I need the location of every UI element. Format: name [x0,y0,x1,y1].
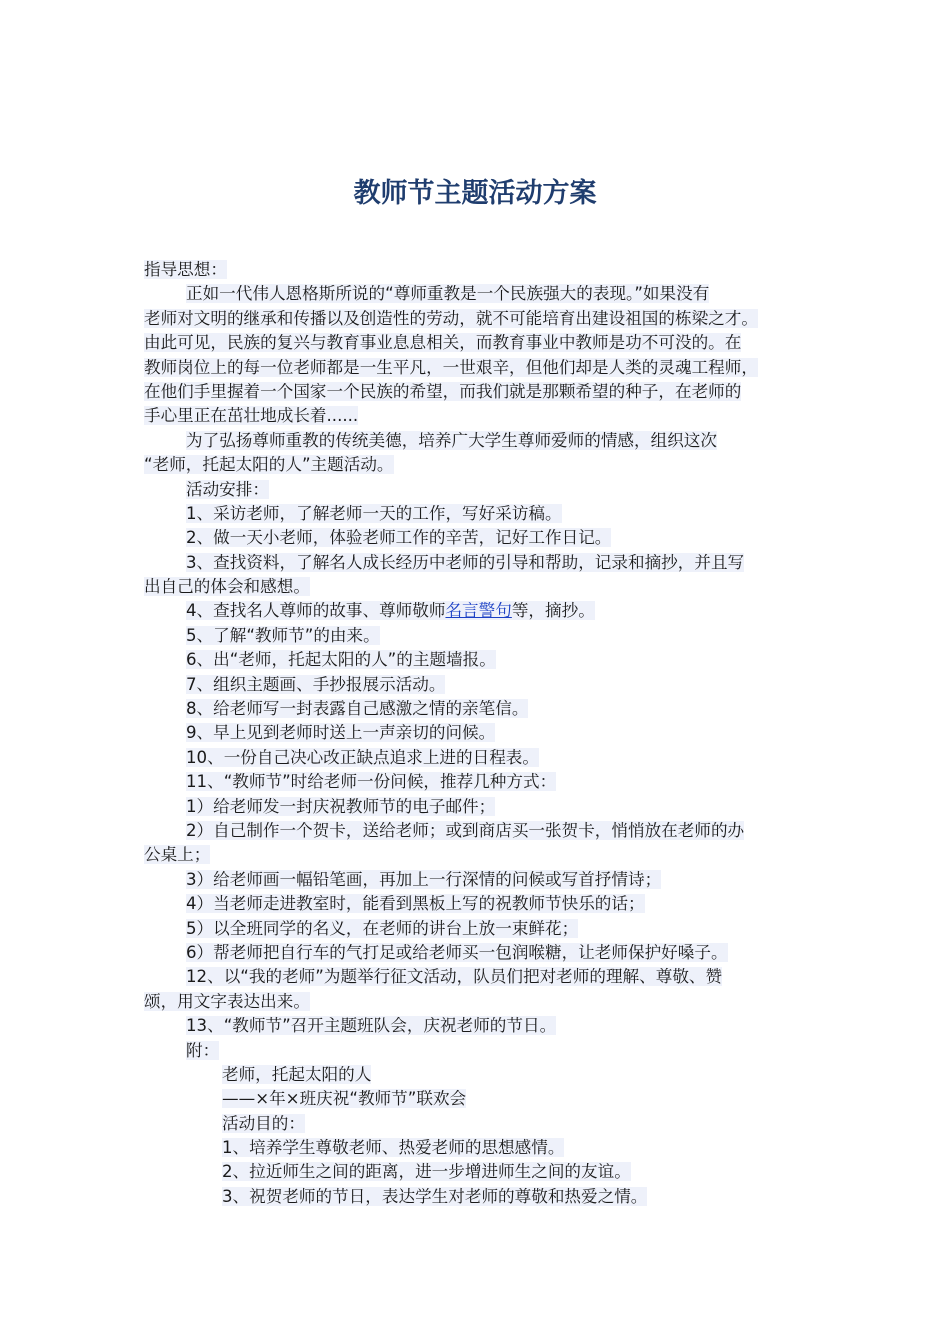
line-text-segment: 指导思想： [144,260,227,279]
line-text [144,260,227,279]
line-text [186,772,556,791]
paragraph-line [144,258,820,282]
paragraph-line [144,917,820,941]
line-text-segment: 附： [186,1040,220,1060]
line-text [186,748,539,767]
paragraph-line [144,307,820,331]
paragraph-line [144,746,820,770]
paragraph-line [144,1136,820,1160]
paragraph-line [144,478,820,502]
line-text-segment: 在他们手里握着一个国家一个民族的希望，而我们就是那颗希望的种子，在老师的 [144,381,742,401]
line-text-segment: 公桌上； [144,845,211,865]
line-text [186,626,380,645]
paragraph-line [144,673,820,697]
line-text-segment: 9、早上见到老师时送上一声亲切的问候。 [186,723,496,743]
line-text [186,675,445,694]
line-text-segment: 3、查找资料，了解名人成长经历中老师的引导和帮助，记录和摘抄，并且写 [186,552,745,572]
line-text-segment: 正如一代伟人恩格斯所说的“尊师重教是一个民族强大的表现。”如果没有 [186,284,710,304]
paragraph-line [144,892,820,916]
line-text [186,650,496,669]
line-text-segment: 老师对文明的继承和传播以及创造性的劳动，就不可能培育出建设祖国的栋梁之才。 [144,308,758,328]
paragraph-line [144,356,820,380]
line-text [186,601,595,620]
paragraph-line [144,331,820,355]
line-text [186,943,728,962]
paragraph-line [144,941,820,965]
line-text [186,894,645,913]
paragraph-line [144,502,820,526]
line-text-segment: 5）以全班同学的名义，在老师的讲台上放一束鲜花； [186,918,579,938]
paragraph-line [144,380,820,404]
paragraph-line [144,1014,820,1038]
paragraph-line [144,282,820,306]
paragraph-line [144,868,820,892]
paragraph-line [144,721,820,745]
paragraph-line [144,1112,820,1136]
line-text-segment: 由此可见，民族的复兴与教育事业息息相关，而教育事业中教师是功不可没的。在 [144,333,742,353]
line-text-segment: 7、组织主题画、手抄报展示活动。 [186,674,446,694]
line-text [186,504,562,523]
line-text [186,553,744,572]
paragraph-line [144,843,820,867]
paragraph-line [144,599,820,623]
line-text [144,406,358,425]
paragraph-line [144,1063,820,1087]
paragraph-line [144,990,820,1014]
line-text-segment: 11、“教师节”时给老师一份问候，推荐几种方式： [186,772,557,792]
line-text [186,967,722,986]
line-text-segment: 手心里正在茁壮地成长着...... [144,406,359,426]
line-text [186,1041,219,1060]
line-text-segment: 为了弘扬尊师重教的传统美德，培养广大学生尊师爱师的情感，组织这次 [186,430,717,450]
paragraph-line [144,526,820,550]
line-text [222,1138,564,1157]
line-text-segment: 1、采访老师，了解老师一天的工作，写好采访稿。 [186,503,562,523]
line-text-segment: 12、以“我的老师”为题举行征文活动，队员们把对老师的理解、尊敬、赞 [186,967,723,987]
line-text-segment: 6）帮老师把自行车的气打足或给老师买一包润喉糖，让老师保护好嗓子。 [186,942,728,962]
line-text [186,723,495,742]
line-text [222,1089,466,1108]
line-text [186,699,528,718]
paragraph-line [144,965,820,989]
line-text-segment: 颂，用文字表达出来。 [144,991,310,1011]
paragraph-line [144,648,820,672]
paragraph-line [144,697,820,721]
line-text-segment: “老师，托起太阳的人”主题活动。 [144,455,394,475]
paragraph-line [144,1160,820,1184]
line-text-segment: 4）当老师走进教室时，能看到黑板上写的祝教师节快乐的话； [186,894,645,914]
line-text-segment: 出自己的体会和感想。 [144,577,310,597]
line-text-segment: ——×年×班庆祝“教师节”联欢会 [222,1089,467,1109]
line-text [186,1016,556,1035]
line-text [222,1187,647,1206]
line-text [144,577,310,596]
quote-link[interactable]: 名言警句 [445,601,512,621]
line-text [144,455,394,474]
line-text-segment: 3）给老师画一幅铅笔画，再加上一行深情的问候或写首抒情诗； [186,869,662,889]
line-text [144,382,741,401]
line-text-segment: 教师岗位上的每一位老师都是一生平凡，一世艰辛，但他们却是人类的灵魂工程师， [144,357,758,377]
line-text-segment: 等，摘抄。 [511,601,595,621]
line-text [222,1162,631,1181]
paragraph-line [144,1087,820,1111]
paragraph-line [144,404,820,428]
line-text [186,870,661,889]
line-text [186,821,744,840]
paragraph-line [144,1039,820,1063]
line-text-segment: 2、做一天小老师，体验老师工作的辛苦，记好工作日记。 [186,528,612,548]
line-text-segment: 13、“教师节”召开主题班队会，庆祝老师的节日。 [186,1016,557,1036]
line-text-segment: 活动目的： [222,1113,305,1133]
line-text-segment: 老师，托起太阳的人 [222,1064,372,1084]
line-text-segment: 1、培养学生尊敬老师、热爱老师的思想感情。 [222,1138,565,1158]
line-text [186,797,495,816]
line-text [144,845,210,864]
line-text [186,528,611,547]
paragraph-line [144,770,820,794]
line-text [144,333,741,352]
line-text-segment: 活动安排： [186,479,269,499]
line-text [186,919,578,938]
line-text-segment: 3、祝贺老师的节日，表达学生对老师的尊敬和热爱之情。 [222,1186,648,1206]
line-text [144,309,758,328]
paragraph-line [144,429,820,453]
line-text [144,992,310,1011]
line-text-segment: 8、给老师写一封表露自己感激之情的亲笔信。 [186,699,529,719]
line-text-segment: 10、一份自己决心改正缺点追求上进的日程表。 [186,747,539,767]
document-body [144,258,820,1209]
paragraph-line [144,795,820,819]
line-text [222,1114,305,1133]
paragraph-line [144,575,820,599]
line-text [144,358,758,377]
paragraph-line [144,819,820,843]
paragraph-line [144,551,820,575]
line-text [186,284,709,303]
line-text-segment: 5、了解“教师节”的由来。 [186,625,380,645]
paragraph-line [144,453,820,477]
line-text-segment: 2、拉近师生之间的距离，进一步增进师生之间的友谊。 [222,1162,631,1182]
line-text-segment: 6、出“老师，托起太阳的人”的主题墙报。 [186,650,496,670]
line-text [186,431,717,450]
line-text-segment: 4、查找名人尊师的故事、尊师敬师 [186,601,446,621]
line-text-segment: 2）自己制作一个贺卡，送给老师；或到商店买一张贺卡，悄悄放在老师的办 [186,820,745,840]
line-text-segment: 1）给老师发一封庆祝教师节的电子邮件； [186,796,496,816]
line-text [186,480,269,499]
paragraph-line [144,1185,820,1209]
document-title: 教师节主题活动方案 [353,178,597,209]
line-text [222,1065,371,1084]
paragraph-line [144,624,820,648]
